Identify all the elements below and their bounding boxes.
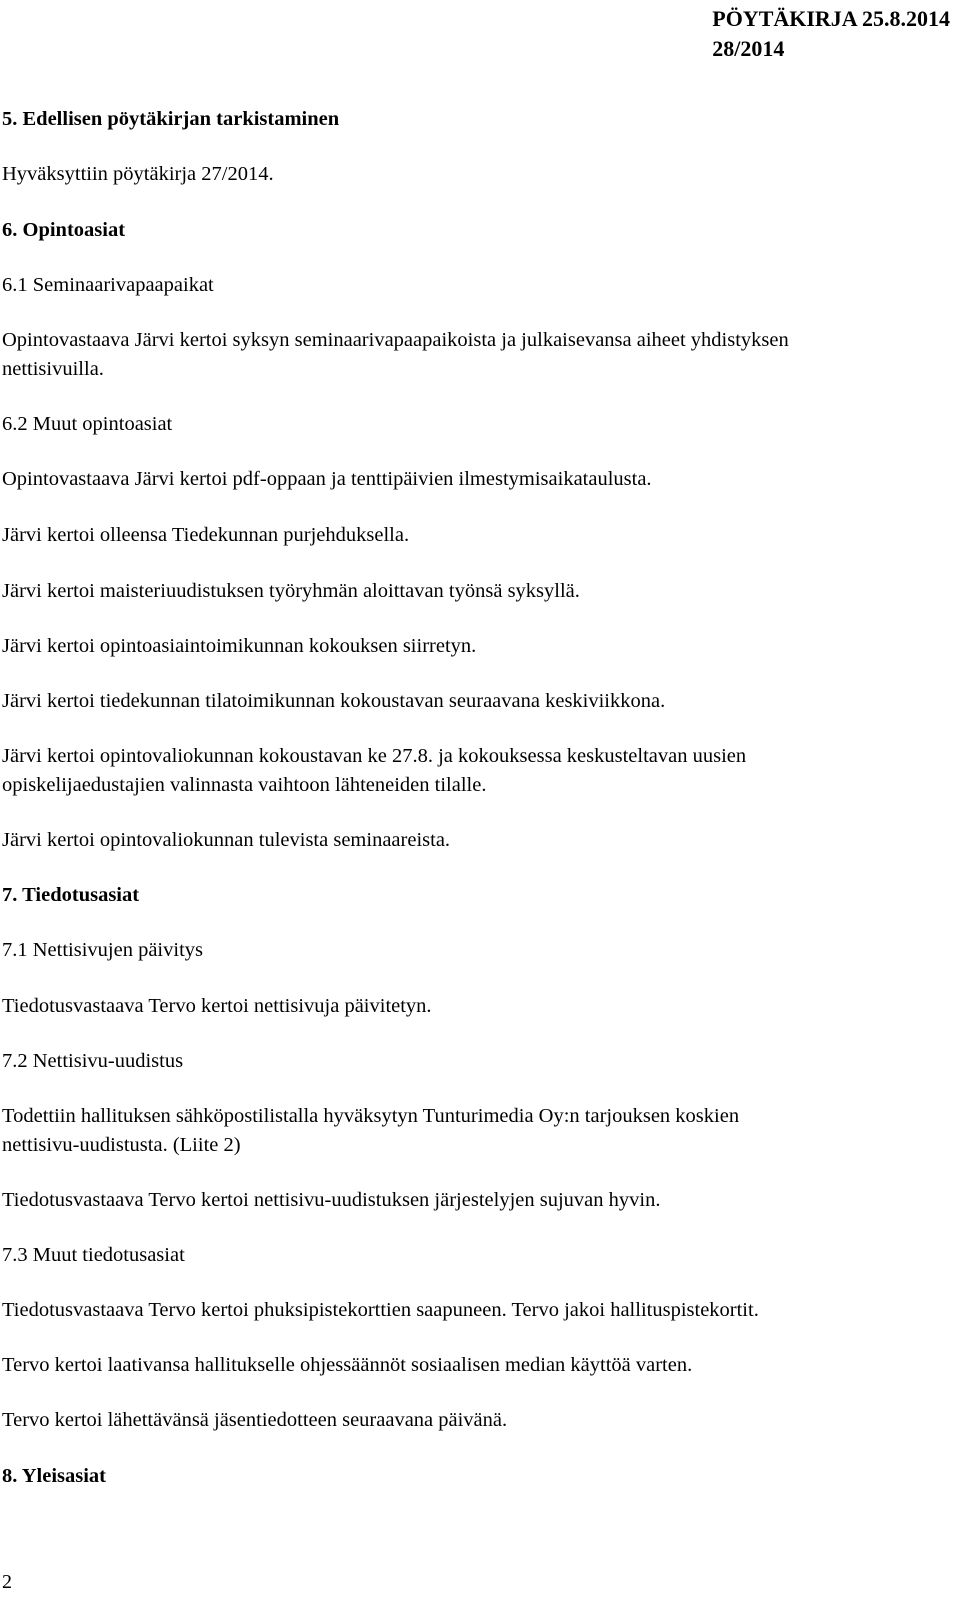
section-7-3-paragraph-1: Tiedotusvastaava Tervo kertoi phuksipistekorttien saapuneen. Tervo jakoi hallituspistekortit. (2, 1299, 759, 1321)
section-7-3-paragraph-3: Tervo kertoi lähettävänsä jäsentiedotteen seuraavana päivänä. (2, 1409, 508, 1431)
section-7-heading: 7. Tiedotusasiat (2, 884, 140, 906)
section-6-2-paragraph-1: Opintovastaava Järvi kertoi pdf-oppaan ja tenttipäivien ilmestymisaikataulusta. (2, 468, 652, 490)
section-7-1-heading: 7.1 Nettisivujen päivitys (2, 939, 203, 961)
section-6-2-paragraph-3: Järvi kertoi maisteriuudistuksen työryhmän aloittavan työnsä syksyllä. (2, 580, 580, 602)
section-6-1-heading: 6.1 Seminaarivapaapaikat (2, 274, 214, 296)
section-7-2-heading: 7.2 Nettisivu-uudistus (2, 1050, 184, 1072)
section-8-heading: 8. Yleisasiat (2, 1465, 107, 1487)
section-6-2-paragraph-5: Järvi kertoi tiedekunnan tilatoimikunnan kokoustavan seuraavana keskiviikkona. (2, 690, 666, 712)
section-7-3-paragraph-2: Tervo kertoi laativansa hallitukselle ohjessäännöt sosiaalisen median käyttöä varten. (2, 1354, 693, 1376)
section-6-1-paragraph-line-2: nettisivuilla. (2, 358, 104, 380)
document-number: 28/2014 (712, 36, 785, 61)
section-6-2-paragraph-6-line-1: Järvi kertoi opintovaliokunnan kokoustavan ke 27.8. ja kokouksessa keskusteltavan uusien (2, 745, 747, 767)
section-5-heading: 5. Edellisen pöytäkirjan tarkistaminen (2, 108, 340, 130)
section-6-1-paragraph-line-1: Opintovastaava Järvi kertoi syksyn seminaarivapaapaikoista ja julkaisevansa aiheet yhdistyksen (2, 329, 789, 351)
section-6-2-paragraph-2: Järvi kertoi olleensa Tiedekunnan purjehduksella. (2, 524, 410, 546)
section-6-2-paragraph-4: Järvi kertoi opintoasiaintoimikunnan kokouksen siirretyn. (2, 635, 477, 657)
section-7-2-paragraph-2: Tiedotusvastaava Tervo kertoi nettisivu-uudistuksen järjestelyjen sujuvan hyvin. (2, 1189, 661, 1211)
section-6-2-paragraph-7: Järvi kertoi opintovaliokunnan tulevista seminaareista. (2, 829, 451, 851)
document-title: PÖYTÄKIRJA 25.8.2014 (712, 6, 950, 31)
section-6-2-heading: 6.2 Muut opintoasiat (2, 413, 173, 435)
section-7-2-paragraph-1-line-2: nettisivu-uudistusta. (Liite 2) (2, 1134, 241, 1156)
document-header (712, 4, 950, 64)
section-5-paragraph: Hyväksyttiin pöytäkirja 27/2014. (2, 163, 274, 185)
section-7-1-paragraph: Tiedotusvastaava Tervo kertoi nettisivuja päivitetyn. (2, 995, 432, 1017)
section-7-2-paragraph-1-line-1: Todettiin hallituksen sähköpostilistalla hyväksytyn Tunturimedia Oy:n tarjouksen koskien (2, 1105, 740, 1127)
section-6-heading: 6. Opintoasiat (2, 219, 126, 241)
section-7-3-heading: 7.3 Muut tiedotusasiat (2, 1244, 185, 1266)
page-number: 2 (2, 1571, 12, 1593)
section-6-2-paragraph-6-line-2: opiskelijaedustajien valinnasta vaihtoon lähteneiden tilalle. (2, 774, 487, 796)
